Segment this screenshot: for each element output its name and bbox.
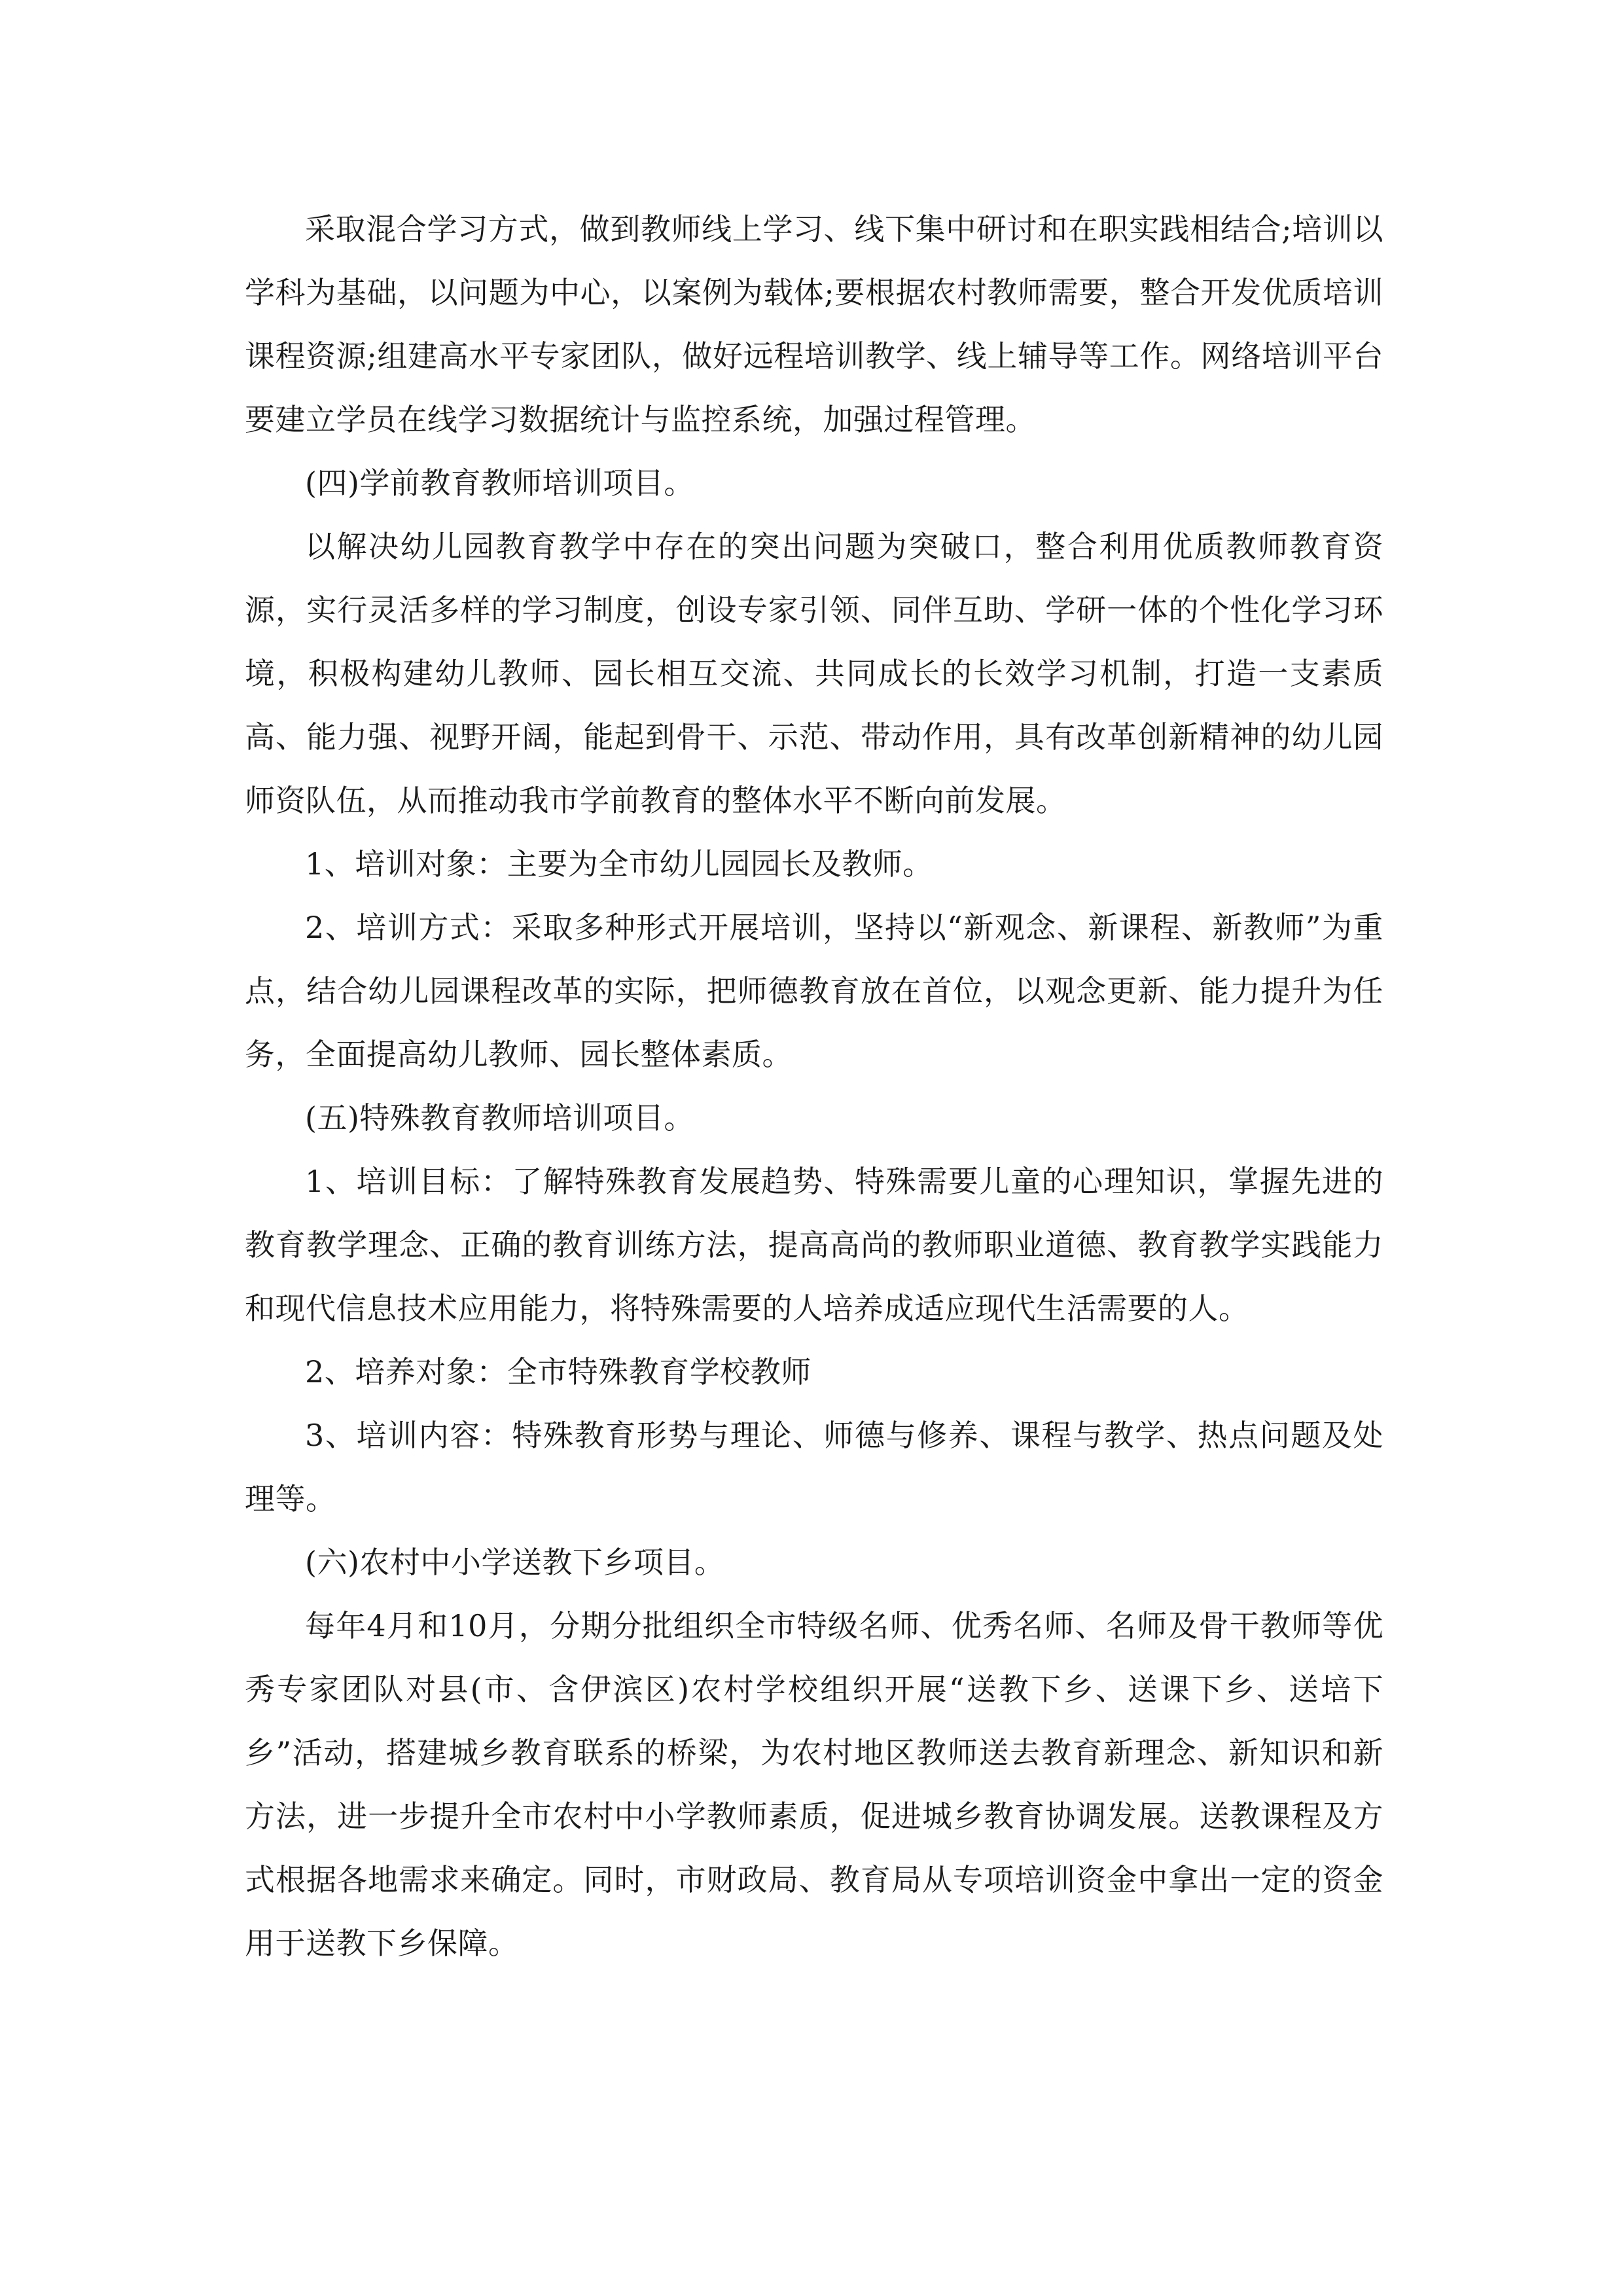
paragraph-preschool-method: 2、培训方式：采取多种形式开展培训，坚持以“新观念、新课程、新教师”为重点，结合幼儿园课程改革的实际，把师德教育放在首位，以观念更新、能力提升为任务，全面提高幼儿教师、园长整体素质。: [245, 910, 1383, 1072]
paragraph-special-goal: 1、培训目标：了解特殊教育发展趋势、特殊需要儿童的心理知识，掌握先进的教育教学理念、正确的教育训练方法，提高高尚的教师职业道德、教育教学实践能力和现代信息技术应用能力，将特殊需要的人培养成适应现代生活需要的人。: [245, 1164, 1383, 1326]
paragraph-blended-learning: 采取混合学习方式，做到教师线上学习、线下集中研讨和在职实践相结合;培训以学科为基础，以问题为中心，以案例为载体;要根据农村教师需要，整合开发优质培训课程资源;组建高水平专家团队，做好远程培训教学、线上辅导等工作。网络培训平台要建立学员在线学习数据统计与监控系统，加强过程管理。: [245, 211, 1383, 437]
paragraph-preschool-target: 1、培训对象：主要为全市幼儿园园长及教师。: [305, 846, 933, 882]
paragraph-preschool-overview: 以解决幼儿园教育教学中存在的突出问题为突破口，整合利用优质教师教育资源，实行灵活多样的学习制度，创设专家引领、同伴互助、学研一体的个性化学习环境，积极构建幼儿教师、园长相互交流、共同成长的长效学习机制，打造一支素质高、能力强、视野开阔，能起到骨干、示范、带动作用，具有改革创新精神的幼儿园师资队伍，从而推动我市学前教育的整体水平不断向前发展。: [245, 529, 1383, 818]
heading-special-education: (五)特殊教育教师培训项目。: [305, 1100, 694, 1136]
heading-preschool-training: (四)学前教育教师培训项目。: [305, 465, 694, 501]
heading-rural-outreach: (六)农村中小学送教下乡项目。: [305, 1545, 725, 1580]
document-body: [245, 198, 1383, 1975]
paragraph-special-content: 3、培训内容：特殊教育形势与理论、师德与修养、课程与教学、热点问题及处理等。: [245, 1418, 1383, 1516]
paragraph-special-target: 2、培养对象：全市特殊教育学校教师: [305, 1354, 812, 1390]
paragraph-rural-outreach: 每年4月和10月，分期分批组织全市特级名师、优秀名师、名师及骨干教师等优秀专家团队对县(市、含伊滨区)农村学校组织开展“送教下乡、送课下乡、送培下乡”活动，搭建城乡教育联系的桥梁，为农村地区教师送去教育新理念、新知识和新方法，进一步提升全市农村中小学教师素质，促进城乡教育协调发展。送教课程及方式根据各地需求来确定。同时，市财政局、教育局从专项培训资金中拿出一定的资金用于送教下乡保障。: [245, 1608, 1383, 1961]
